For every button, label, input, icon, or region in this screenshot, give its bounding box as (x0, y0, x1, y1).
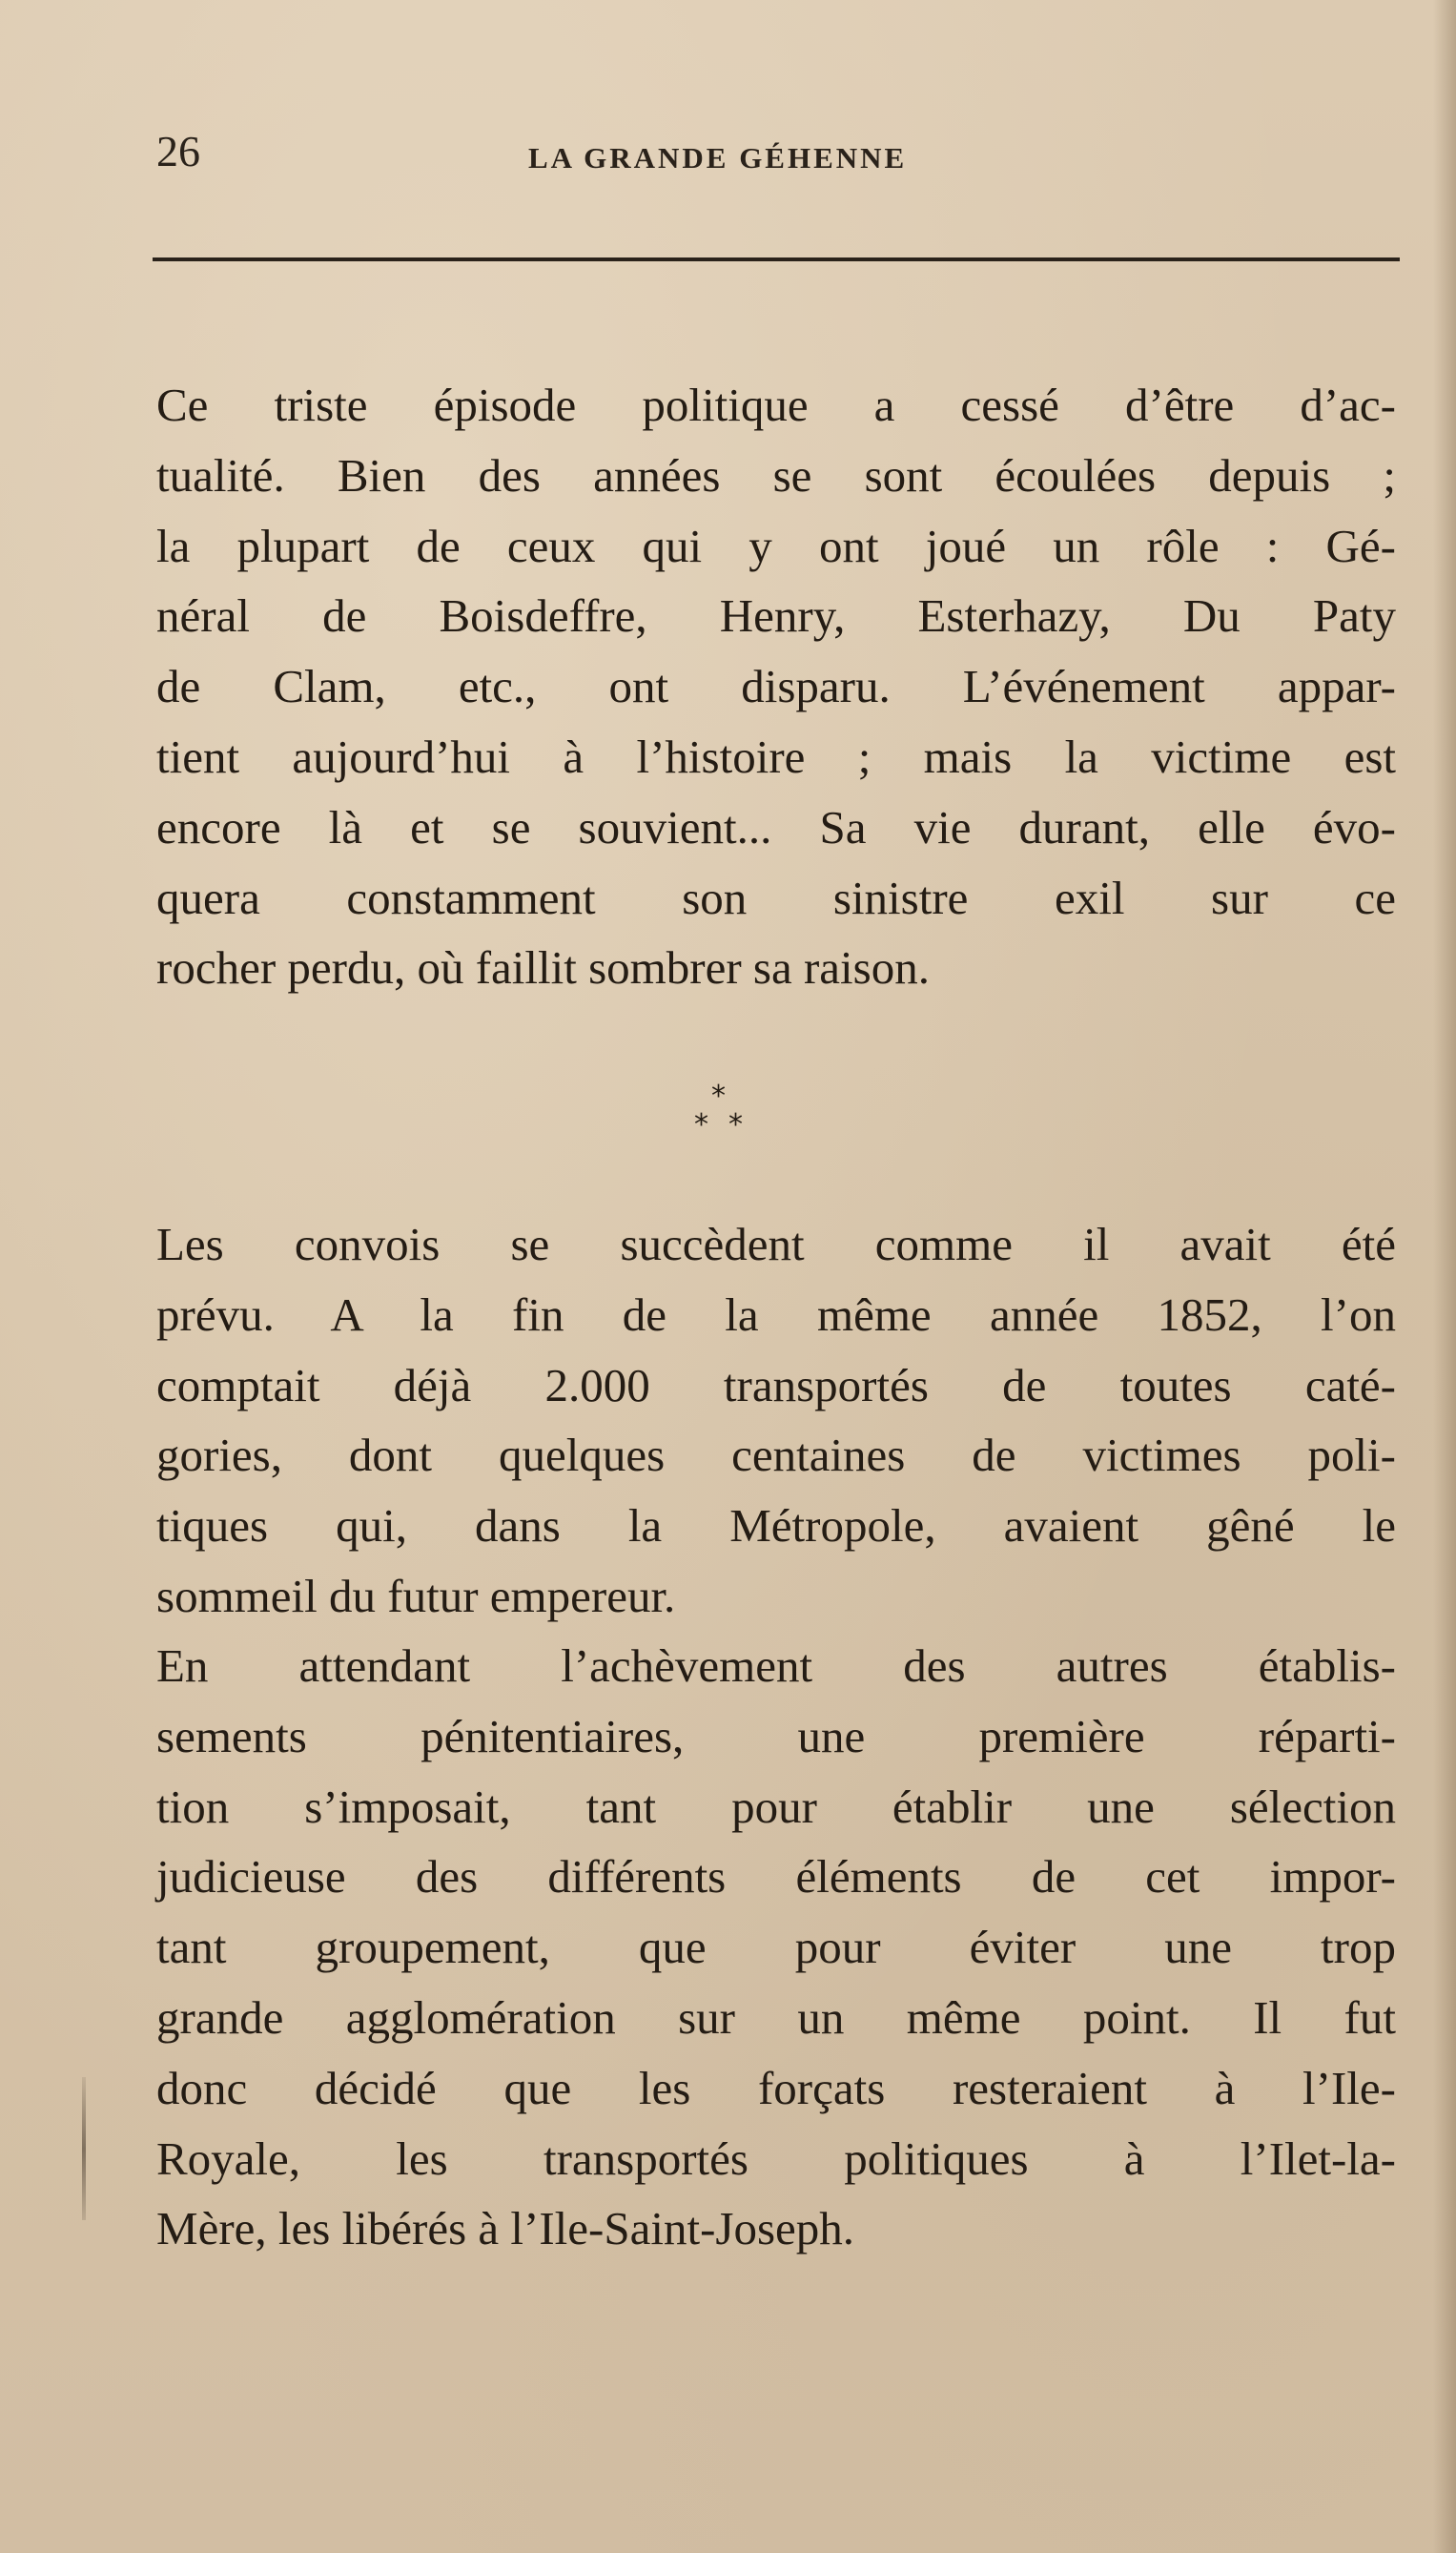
text-line: Ce triste épisode politique a cessé d’être d’ac- (156, 379, 1396, 431)
text-line: Royale, les transportés politiques à l’Ilet-la- (156, 2131, 1396, 2185)
text-line: néral de Boisdeffre, Henry, Esterhazy, Du Paty (156, 589, 1396, 643)
text-line: sements pénitentiaires, une première réparti- (156, 1709, 1396, 1762)
text-line: tiques qui, dans la Métropole, avaient gêné le (156, 1499, 1396, 1553)
paragraph-2 (156, 1209, 1396, 1632)
text-line: tant groupement, que pour éviter une trop (156, 1921, 1396, 1974)
running-head (156, 126, 1396, 183)
running-title: LA GRANDE GÉHENNE (528, 141, 908, 175)
text-line: Les convois se succèdent comme il avait été (156, 1218, 1396, 1270)
asterisk: * (711, 1080, 726, 1113)
section-break-asterism (694, 1082, 828, 1159)
asterisk: * (728, 1108, 743, 1142)
page-number: 26 (156, 127, 200, 175)
text-line: gories, dont quelques centaines de victimes poli- (156, 1429, 1396, 1482)
paragraph-1 (156, 370, 1396, 1003)
text-line: comptait déjà 2.000 transportés de toutes caté- (156, 1358, 1396, 1411)
paragraph-3 (156, 1631, 1396, 2264)
text-line: tion s’imposait, tant pour établir une sélection (156, 1780, 1396, 1833)
text-line: prévu. A la fin de la même année 1852, l’on (156, 1287, 1396, 1341)
text-line: la plupart de ceux qui y ont joué un rôle : Gé- (156, 519, 1396, 572)
text-line: de Clam, etc., ont disparu. L’événement appar- (156, 660, 1396, 713)
text-line: sommeil du futur empereur. (156, 1569, 676, 1622)
text-line: donc décidé que les forçats resteraient à l’Ile- (156, 2061, 1396, 2114)
text-line: En attendant l’achèvement des autres établis- (156, 1639, 1396, 1692)
page-edge-shadow (1433, 0, 1456, 2553)
header-rule (153, 257, 1400, 261)
text-line: rocher perdu, où faillit sombrer sa raison. (156, 941, 930, 995)
text-line: encore là et se souvient... Sa vie durant, elle évo- (156, 800, 1396, 854)
text-line: judicieuse des différents éléments de cet impor- (156, 1850, 1396, 1904)
text-line: grande agglomération sur un même point. Il fut (156, 1990, 1396, 2044)
text-line: tient aujourd’hui à l’histoire ; mais la victime est (156, 730, 1396, 783)
margin-pencil-mark (82, 2077, 86, 2220)
text-line: Mère, les libérés à l’Ile-Saint-Joseph. (156, 2202, 855, 2255)
asterisk: * (694, 1108, 708, 1142)
text-line: tualité. Bien des années se sont écoulées depuis ; (156, 448, 1396, 502)
text-line: quera constamment son sinistre exil sur ce (156, 871, 1396, 924)
